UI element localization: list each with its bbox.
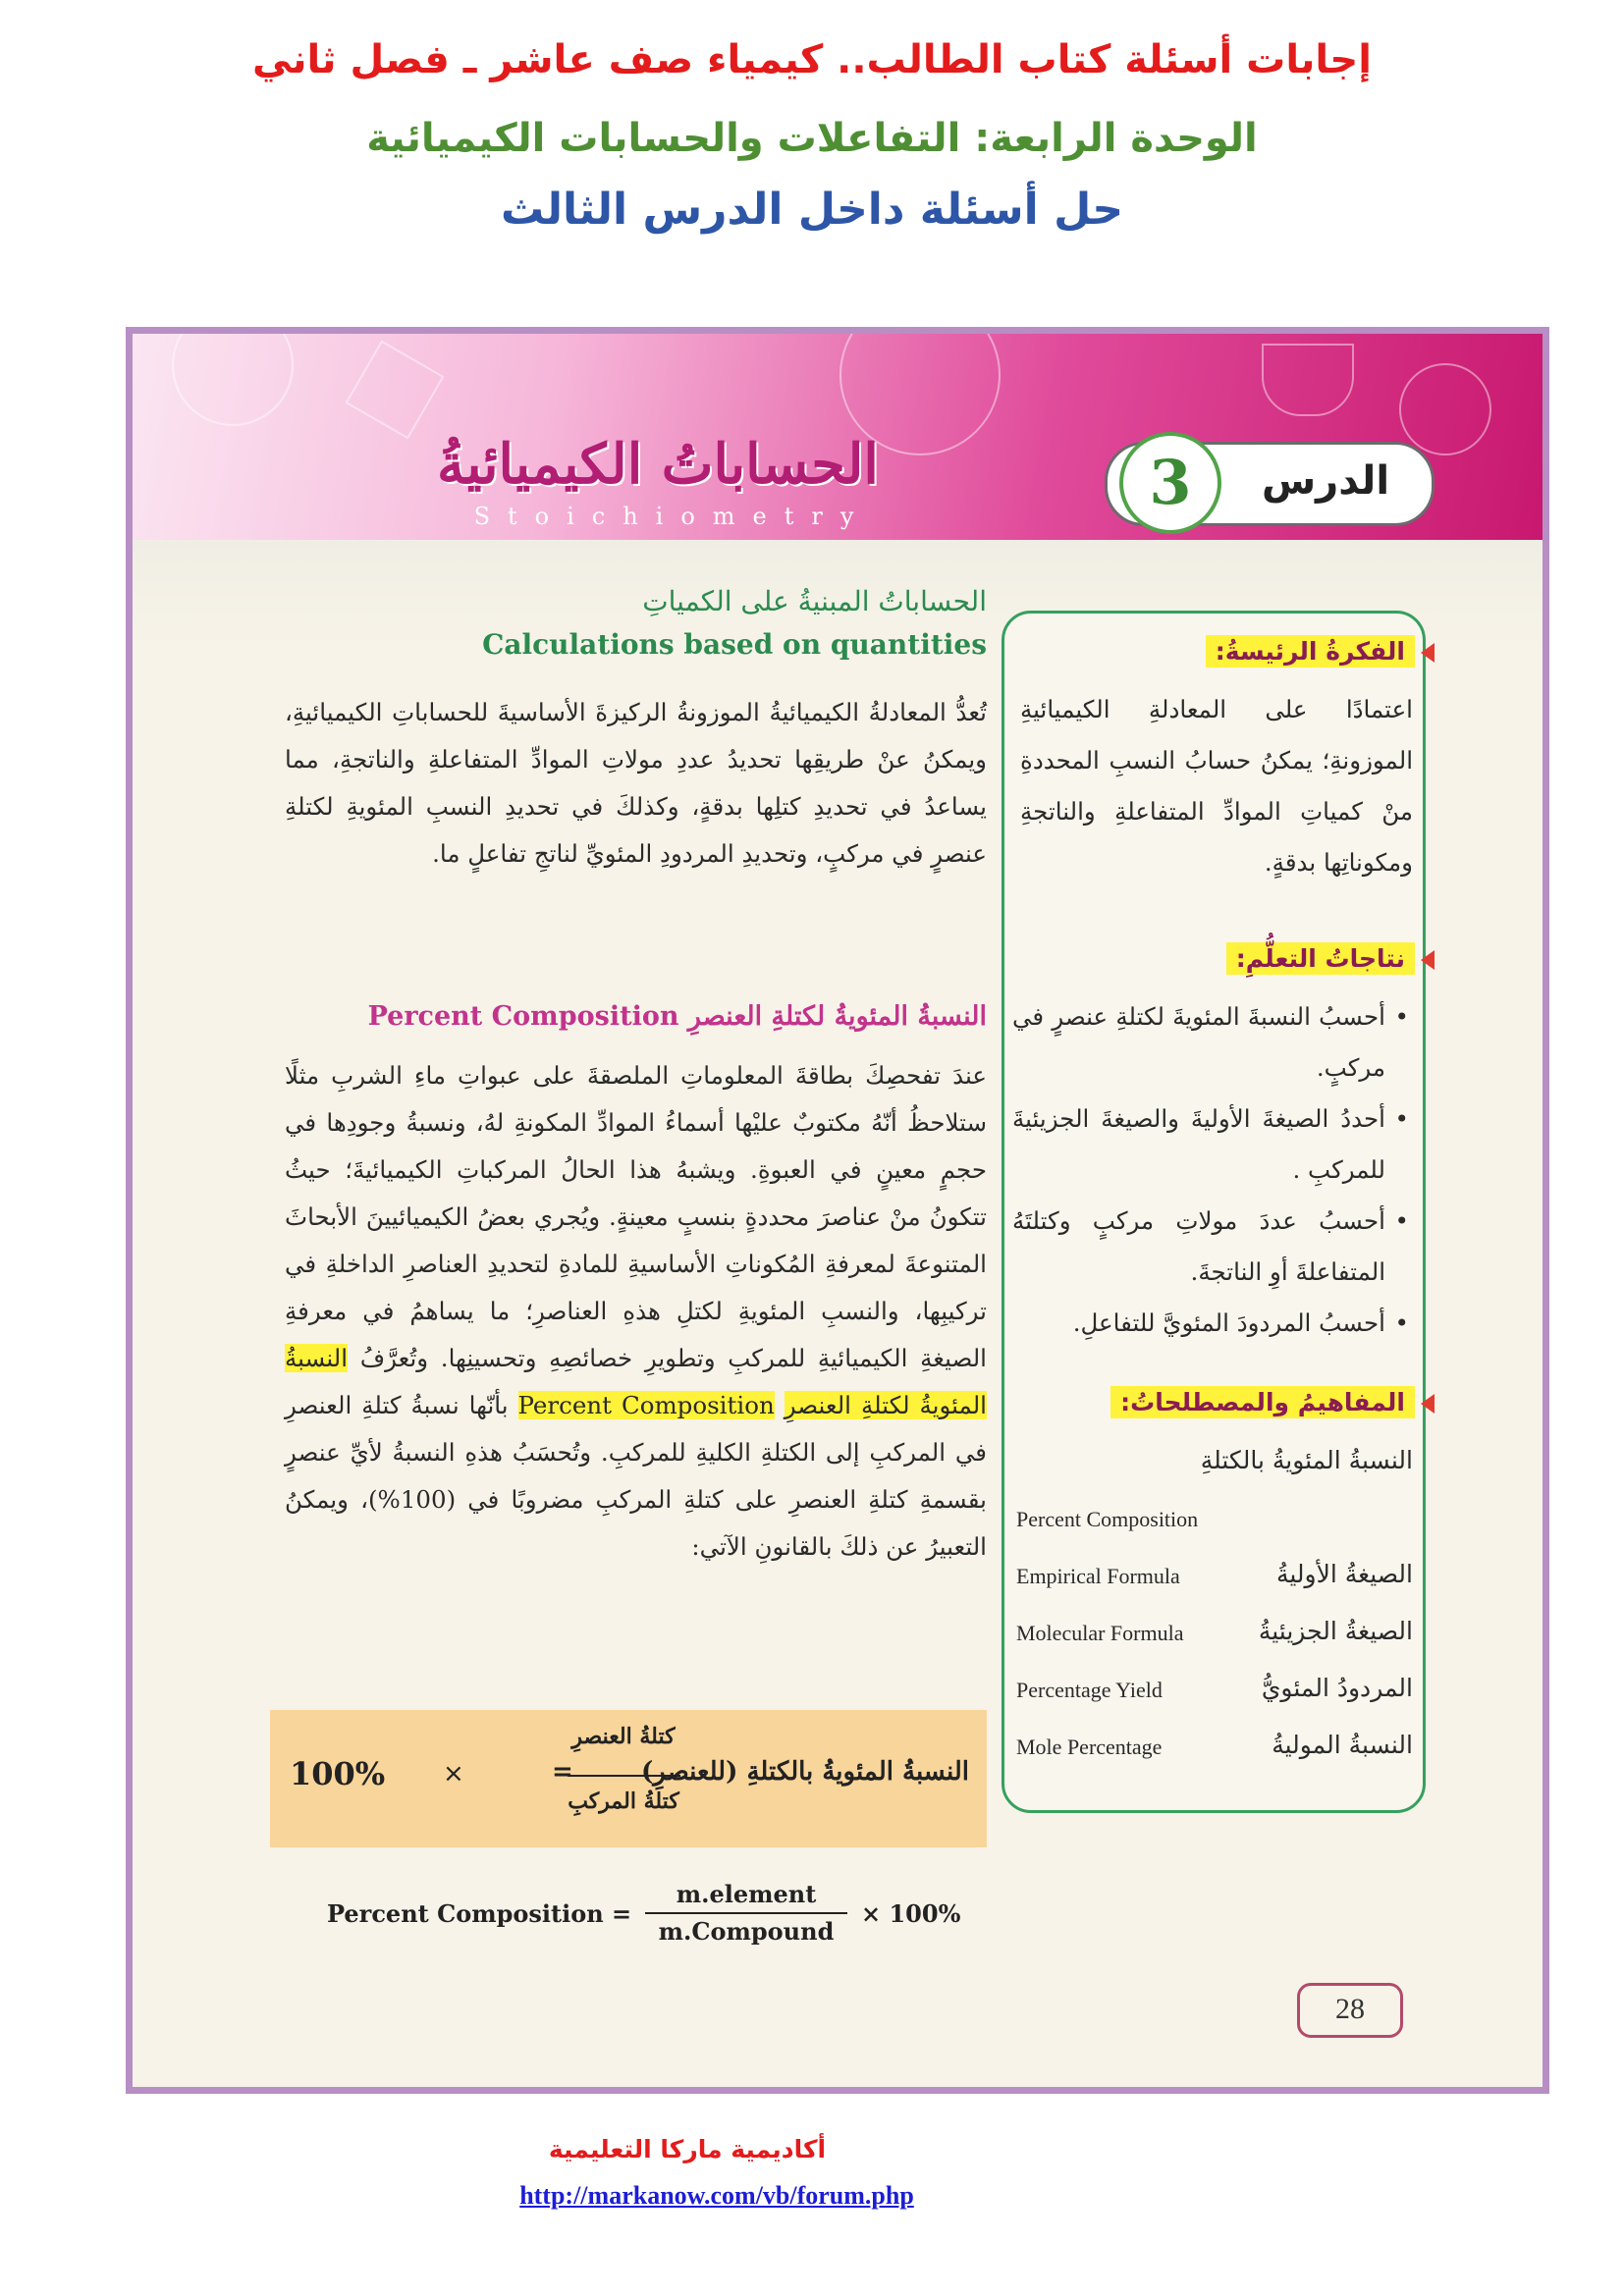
lesson-label: الدرس — [1261, 458, 1390, 504]
highlighted-term-english: Percent Composition — [517, 1391, 775, 1419]
terms-heading: المفاهيمُ والمصطلحاتُ: — [1110, 1386, 1415, 1418]
term-arabic: المردودُ المئويُّ — [1261, 1674, 1413, 1702]
lesson-title-arabic: الحساباتُ الكيميائيةُ — [437, 432, 879, 497]
outcome-item: • أحسبُ عددَ مولاتِ مركبٍ وكتلتَهُ المتفاعلةَ أوِ الناتجةَ. — [1012, 1196, 1413, 1298]
decor-flask — [1262, 344, 1354, 416]
textbook-page — [126, 327, 1549, 2094]
section2-paragraph — [285, 1052, 987, 1571]
term-arabic: النسبةُ الموليةُ — [1272, 1731, 1413, 1759]
learning-outcomes-list — [1012, 991, 1413, 1349]
formula-times: × — [443, 1759, 464, 1789]
section1-paragraph: تُعدُّ المعادلةُ الكيميائيةُ الموزونةُ الركيزةَ الأساسيةَ للحساباتِ الكيميائيةِ، ويمكنُ عنْ طريقِها تحديدُ عددِ مولاتِ الموادِّ المتفاعلةِ والناتجةِ، مما يساعدُ في تحديدِ كتلِها بدقةٍ، وكذلكَ في تحديدِ النسبِ المئويةِ لكتلةِ عنصرٍ في مركبٍ، وتحديدِ المردودِ المئويِّ لناتجِ تفاعلٍ ما. — [285, 698, 987, 868]
header-title-line1: إجابات أسئلة كتاب الطالب.. كيمياء صف عاشر ـ فصل ثاني — [252, 37, 1372, 82]
lesson-sidebar — [1001, 611, 1426, 1813]
formula-english-denominator: m.Compound — [658, 1917, 835, 1946]
outcome-item: • أحددُ الصيغةَ الأوليةَ والصيغةَ الجزيئيةَ للمركبِ . — [1012, 1094, 1413, 1196]
lesson-title-english: Stoichiometry — [473, 503, 872, 530]
term-arabic: الصيغةُ الجزيئيةُ — [1258, 1617, 1413, 1645]
term-row — [1014, 1723, 1417, 1780]
term-english: Mole Percentage — [1016, 1735, 1163, 1759]
terms-list — [1014, 1438, 1417, 1780]
formula-equals: = — [552, 1757, 573, 1787]
term-row — [1014, 1609, 1417, 1666]
paragraph-text: عندَ تفحصِكَ بطاقةَ المعلوماتِ الملصقةَ على عبواتِ ماءِ الشربِ مثلًا ستلاحظُ أنّهُ مكتوبٌ عليْها أسماءُ الموادِّ المكونةِ لهُ، ونسبةُ وجودِها في حجمٍ معينٍ في العبوةِ. ويشبهُ هذا الحالُ المركباتِ الكيميائيةَ؛ حيثُ تتكونُ منْ عناصرَ محددةٍ بنسبٍ معينةٍ. ويُجري بعضُ الكيميائيينَ الأبحاثَ المتنوعةَ لمعرفةِ المُكوناتِ الأساسيةِ للمادةِ لتحديدِ العناصرِ الداخلةِ في تركيبِها، والنسبِ المئويةِ لكتلِ هذهِ العناصرِ؛ ما يساهمُ في معرفةِ الصيغةِ الكيميائيةِ للمركبِ وتطويرِ خصائصِهِ وتحسينِها. وتُعرَّفُ — [285, 1061, 987, 1372]
highlighted-term-arabic: النسبةُ المئويةُ لكتلةِ العنصرِ — [285, 1344, 987, 1419]
outcome-item: • أحسبُ المردودَ المئويَّ للتفاعلِ. — [1012, 1298, 1413, 1349]
main-idea-text: اعتمادًا على المعادلةِ الكيميائيةِ الموزونةِ؛ يمكنُ حسابُ النسبِ المحددةِ منْ كمياتِ الموادِّ المتفاعلةِ والناتجةِ ومكوناتِها بدقةٍ. — [1020, 695, 1413, 877]
fraction-bar — [645, 1912, 847, 1914]
outcome-item: • أحسبُ النسبةَ المئويةَ لكتلةِ عنصرٍ في مركبٍ. — [1012, 991, 1413, 1094]
paragraph-text: بأنّها نسبةُ كتلةِ العنصرِ في المركبِ إلى الكتلةِ الكليةِ للمركبِ. وتُحسَبُ هذهِ النسبةُ لأيِّ عنصرٍ بقسمةِ كتلةِ العنصرِ على كتلةِ المركبِ مضروبًا في (100%)، ويمكنُ التعبيرُ عن ذلكَ بالقانونِ الآتي: — [285, 1391, 987, 1561]
term-arabic: الصيغةُ الأوليةُ — [1275, 1560, 1413, 1588]
header-lesson-line: حل أسئلة داخل الدرس الثالث — [500, 185, 1124, 235]
term-english: Empirical Formula — [1016, 1564, 1180, 1588]
decor-hexagon — [345, 340, 444, 439]
term-row — [1014, 1666, 1417, 1723]
formula-numerator: كتلةُ العنصرِ — [571, 1724, 676, 1749]
page-number: 28 — [1297, 1983, 1403, 2038]
formula-denominator: كتلةُ المركبِ — [568, 1789, 679, 1814]
formula-english-factor: × 100% — [861, 1899, 961, 1928]
section1-title-english: Calculations based on quantities — [482, 628, 987, 661]
section2-title: النسبةُ المئويةُ لكتلةِ العنصرِ Percent Composition — [367, 1001, 987, 1032]
decor-circle — [172, 327, 294, 426]
footer-link[interactable]: http://markanow.com/vb/forum.php — [519, 2181, 914, 2210]
term-english: Percentage Yield — [1016, 1678, 1163, 1702]
footer-academy-name: أكاديمية ماركا التعليمية — [548, 2135, 827, 2163]
term-row — [1014, 1438, 1417, 1495]
section1-title-arabic: الحساباتُ المبنيةُ على الكمياتِ — [642, 585, 987, 617]
formula-english-label: Percent Composition = — [327, 1899, 632, 1928]
formula-label: النسبةُ المئويةُ بالكتلةِ (للعنصرِ) — [640, 1757, 969, 1787]
decor-circle — [1399, 363, 1491, 455]
term-english: Molecular Formula — [1016, 1621, 1184, 1645]
term-row — [1014, 1495, 1417, 1552]
fraction-bar — [568, 1775, 680, 1777]
header-unit-line: الوحدة الرابعة: التفاعلات والحسابات الكيميائية — [366, 116, 1258, 161]
formula-factor: 100% — [290, 1755, 386, 1792]
term-english: Percent Composition — [1016, 1507, 1199, 1531]
main-idea-heading: الفكرةُ الرئيسةُ: — [1206, 635, 1415, 667]
lesson-number-badge: 3 — [1119, 432, 1221, 534]
term-arabic: النسبةُ المئويةُ بالكتلةِ — [1200, 1446, 1413, 1474]
formula-english-numerator: m.element — [676, 1880, 817, 1908]
term-row — [1014, 1552, 1417, 1609]
formula-box-arabic — [270, 1710, 987, 1847]
learning-outcomes-heading: نتاجاتُ التعلُّمِ: — [1226, 942, 1415, 975]
